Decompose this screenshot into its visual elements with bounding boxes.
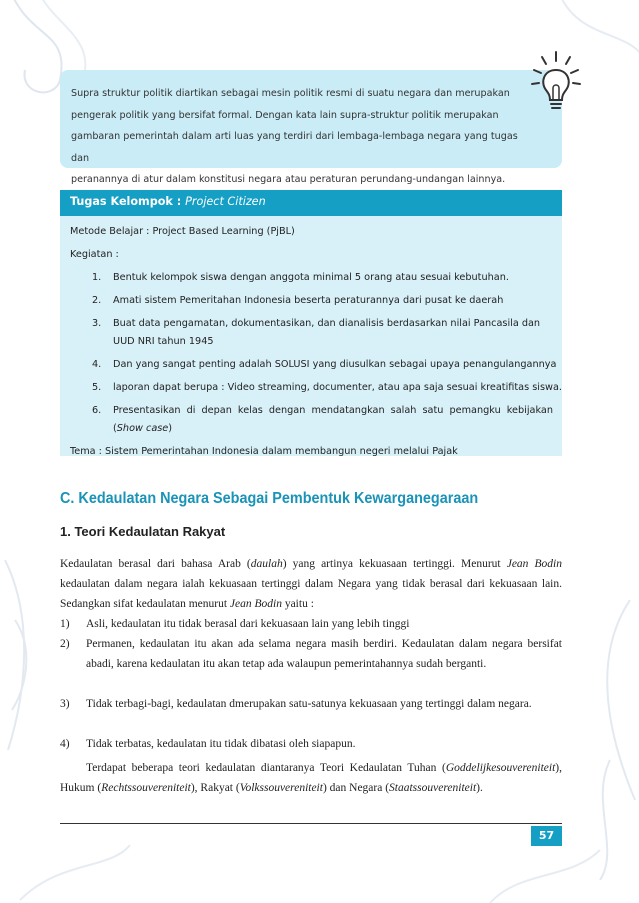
subsection-title: 1. Teori Kedaulatan Rakyat <box>60 524 226 539</box>
list-item: 3) Tidak terbagi-bagi, kedaulatan dmerupakan satu-satunya kekuasaan yang tertinggi dalam negara. <box>60 698 532 710</box>
info-line-3: gambaran pemerintah dalam arti luas yang terdiri dari lembaga-lembaga negara yang tugas dan <box>71 131 518 164</box>
task-activities-label: Kegiatan : <box>70 249 119 260</box>
info-line-1: Supra struktur politik diartikan sebagai mesin politik resmi di suatu negara dan merupakan <box>71 88 510 99</box>
paragraph-2: Terdapat beberapa teori kedaulatan diantaranya Teori Kedaulatan Tuhan (Goddelijkesouvereniteit), Hukum (Rechtssouvereniteit), Rakyat (Volkssouvereniteit) dan Negara (Staatssouvereniteit). <box>60 762 562 794</box>
paperclip-decoration-left <box>0 560 40 760</box>
task-item-2-num: 2. <box>92 295 102 306</box>
task-item-3-line-1: Buat data pengamatan, dokumentasikan, dan dianalisis berdasarkan nilai Pancasila dan <box>113 318 541 329</box>
paperclip-decoration-bottom <box>0 840 639 903</box>
list-item: 2) Permanen, kedaulatan itu akan ada selama negara masih berdiri. Kedaulatan dalam negara bersifat abadi, karena kedaulatan itu akan tetap ada walaupun pemerintahannya sudah berganti. <box>60 638 562 670</box>
page-number: 57 <box>531 826 562 846</box>
task-item-5: laporan dapat berupa : Video streaming, documenter, atau apa saja sesuai kreatifitas siswa. <box>113 382 562 393</box>
footer-rule <box>60 823 562 824</box>
paragraph-1: Kedaulatan berasal dari bahasa Arab (daulah) yang artinya kekuasaan tertinggi. Menurut Jean Bodin kedaulatan dalam negara ialah kekuasaan tertinggi dalam Negara yang tidak berasal dari kekuasaan lain. Sedangkan sifat kedaulatan menurut Jean Bodin yaitu : <box>60 558 562 610</box>
list-item: 4) Tidak terbatas, kedaulatan itu tidak dibatasi oleh siapapun. <box>60 738 356 750</box>
info-box <box>60 70 562 186</box>
task-body <box>60 216 562 456</box>
task-header <box>60 190 562 216</box>
task-item-3-num: 3. <box>92 318 102 329</box>
task-item-2: Amati sistem Pemeritahan Indonesia beserta peraturannya dari pusat ke daerah <box>113 295 504 306</box>
task-theme: Tema : Sistem Pemerintahan Indonesia dalam membangun negeri melalui Pajak <box>70 446 458 457</box>
info-line-2: pengerak politik yang bersifat formal. Dengan kata lain supra-struktur politik merupakan <box>71 109 499 121</box>
info-box-text <box>71 83 531 191</box>
section-title: C. Kedaulatan Negara Sebagai Pembentuk Kewarganegaraan <box>60 490 479 507</box>
task-item-6-line-2: (Show case) <box>113 423 173 434</box>
task-item-1: Bentuk kelompok siswa dengan anggota minimal 5 orang atau sesuai kebutuhan. <box>113 272 509 283</box>
task-item-6-line-1: Presentasikan di depan kelas dengan mendatangkan salah satu pemangku kebijakan <box>113 405 553 416</box>
lightbulb-idea-icon <box>528 48 584 118</box>
info-line-4: peranannya di atur dalam konstitusi negara atau peraturan perundang-undangan lainnya. <box>71 174 506 186</box>
task-item-1-num: 1. <box>92 272 102 283</box>
task-method: Metode Belajar : Project Based Learning (PjBL) <box>70 226 295 237</box>
task-item-5-num: 5. <box>92 382 102 393</box>
task-item-6-num: 6. <box>92 405 102 416</box>
list-item: 1) Asli, kedaulatan itu tidak berasal dari kekuasaan lain yang lebih tinggi <box>60 618 410 630</box>
task-item-4-num: 4. <box>92 359 102 370</box>
paperclip-decoration-right <box>580 600 639 880</box>
task-item-3-line-2: UUD NRI tahun 1945 <box>113 336 214 347</box>
task-item-4: Dan yang sangat penting adalah SOLUSI yang diusulkan sebagai upaya penangulangannya <box>113 359 557 370</box>
task-header-title: Tugas Kelompok : Project Citizen <box>70 195 266 208</box>
